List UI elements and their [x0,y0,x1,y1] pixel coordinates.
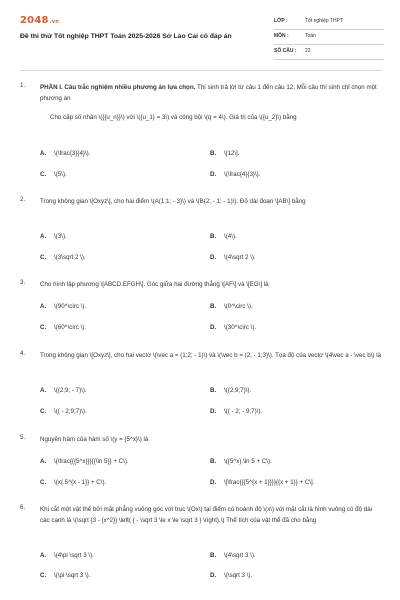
option-c[interactable] [40,571,90,581]
option-letter: D. [210,324,217,331]
option-letter: C. [40,479,47,486]
option-text: \(90^\circ \). [54,303,87,310]
option-text: \(( - 2;9;7)\). [54,408,87,415]
question-number: 4. [20,350,26,357]
option-text: \(5\). [54,171,67,178]
option-letter: B. [210,233,217,240]
meta-value: Tốt nghiệp THPT [305,18,343,24]
stem-text: Thí sinh trả lời từ câu 1 đến câu 12. Mỗi câu thí sinh chỉ chọn một phương án [40,84,377,102]
option-a[interactable] [40,302,86,312]
meta-value: 22 [305,48,311,54]
option-text: \(4\sqrt 3 \). [224,552,256,559]
option-text: \(\frac{4}{3}\). [224,171,261,178]
option-d[interactable] [210,323,256,333]
option-letter: B. [210,552,217,559]
option-d[interactable] [210,170,260,180]
question-prompt: Cho cấp số nhân \({{u_n}}\) với \({u_1} = 3\) và công bội \(q = 4\). Giá trị của \({u_2}\) bằng [50,114,297,121]
option-a[interactable] [40,457,129,467]
option-d[interactable] [210,253,256,263]
option-letter: A. [40,150,47,157]
option-letter: A. [40,458,47,465]
option-letter: A. [40,303,47,310]
option-text: \(3\sqrt 2 \). [54,254,86,261]
meta-row-question-count [274,45,384,60]
option-c[interactable] [40,253,86,263]
option-text: \(x{.5^{x - 1}} + C\). [54,479,107,486]
option-d[interactable] [210,478,314,488]
meta-label: SỐ CÂU : [274,48,297,54]
option-c[interactable] [40,323,86,333]
question-number: 3. [20,279,26,286]
option-b[interactable] [210,232,237,242]
option-letter: C. [40,324,47,331]
option-letter: B. [210,387,217,394]
option-letter: C. [40,572,47,579]
question-number: 5. [20,434,26,441]
option-text: \[12\]. [224,150,240,157]
option-letter: D. [210,171,217,178]
option-letter: A. [40,552,47,559]
option-b[interactable] [210,457,272,467]
option-text: \(\frac{3}{4}\). [54,150,91,157]
question-stem: Nguyên hàm của hàm số \(y = {5^x}\) là [40,436,149,443]
option-b[interactable] [210,386,251,396]
option-letter: B. [210,303,217,310]
option-letter: D. [210,572,217,579]
site-logo[interactable] [20,15,59,26]
option-text: \({5^x}.\ln 5 + C\). [224,458,272,465]
section-heading: PHẦN I. Câu trắc nghiệm nhiều phương án lựa chọn. [40,84,196,91]
logo-main: 2048 [20,15,49,26]
meta-row-subject [274,30,384,45]
question-stem: Trong không gian \[Oxyz\], cho hai vectơ \(\vec a = (1;2; - 1)\) và \(\vec b = (2; - 1;3)\). Tọa độ của vectơ \(4\vec a - \vec b\) là [40,352,382,359]
option-text: \(( - 2; - 9;7)\). [224,408,263,415]
option-text: \(3\). [54,233,67,240]
option-text: \(0^\circ \). [224,303,253,310]
meta-label: LỚP : [274,18,288,24]
option-d[interactable] [210,407,262,417]
question-stem: Trong không gian \[Oxyz\], cho hai điểm \(A(1;1; - 3)\) và \(B(2; - 1; - 1)\). Độ dài đoạn \[AB\] bằng [40,198,306,205]
option-letter: C. [40,254,47,261]
exam-header [20,15,382,65]
option-text: \(\sqrt 3 \). [224,572,253,579]
option-letter: A. [40,387,47,394]
question-stem: Khi cắt một vật thể bởi mặt phẳng vuông góc với trục \(Ox\) tại điểm có hoành độ \(x\) với mặt cắt là hình vuông có độ dài các cạnh là \(\sqrt {3 - {x^2}} \left( { - \sqrt 3 \le x \le \sqrt 3 } \right).\) Thể tích của vật thể đã cho bằng [40,506,373,524]
option-a[interactable] [40,149,90,159]
option-letter: B. [210,458,217,465]
header-divider [20,70,382,71]
option-letter: D. [210,408,217,415]
option-letter: C. [40,408,47,415]
option-b[interactable] [210,551,256,561]
option-b[interactable] [210,302,253,312]
option-text: \(\pi \sqrt 3 \). [54,572,91,579]
meta-label: MÔN : [274,33,289,39]
option-d[interactable] [210,571,252,581]
exam-title: Đề thi thử Tốt nghiệp THPT Toán 2025-2026 Sở Lào Cai có đáp án [20,33,232,40]
option-text: \(60^\circ \). [54,324,87,331]
option-text: \(30^\circ \). [224,324,257,331]
option-letter: D. [210,479,217,486]
option-a[interactable] [40,232,67,242]
option-letter: A. [40,233,47,240]
option-text: \(4\). [224,233,237,240]
exam-meta-table [274,15,384,60]
option-b[interactable] [210,149,239,159]
meta-value: Toán [305,33,316,39]
option-text: \((2;9;7)\). [224,387,252,394]
option-c[interactable] [40,407,87,417]
option-text: \(4\pi \sqrt 3 \). [54,552,94,559]
option-a[interactable] [40,551,94,561]
logo-suffix: .vn [49,19,59,25]
option-c[interactable] [40,478,106,488]
meta-row-class [274,15,384,30]
question-number: 1. [20,82,26,89]
option-letter: C. [40,171,47,178]
option-c[interactable] [40,170,67,180]
question-number: 2. [20,196,26,203]
question-stem: Cho hình lập phương \[ABCD.EFGH\]. Góc giữa hai đường thẳng \[AF\] và \[EG\] là [40,281,269,288]
option-text: \[\frac{{{5^{x + 1}}}}{{x + 1}} + C\]. [224,479,315,486]
option-text: \((2;9; - 7)\). [54,387,87,394]
question-stem [40,82,382,104]
option-text: \(\frac{{{5^x}}}{{\ln 5}} + C\). [54,458,129,465]
option-letter: D. [210,254,217,261]
option-text: \(4\sqrt 2 \). [224,254,256,261]
option-letter: B. [210,150,217,157]
option-a[interactable] [40,386,87,396]
question-number: 6. [20,504,26,511]
